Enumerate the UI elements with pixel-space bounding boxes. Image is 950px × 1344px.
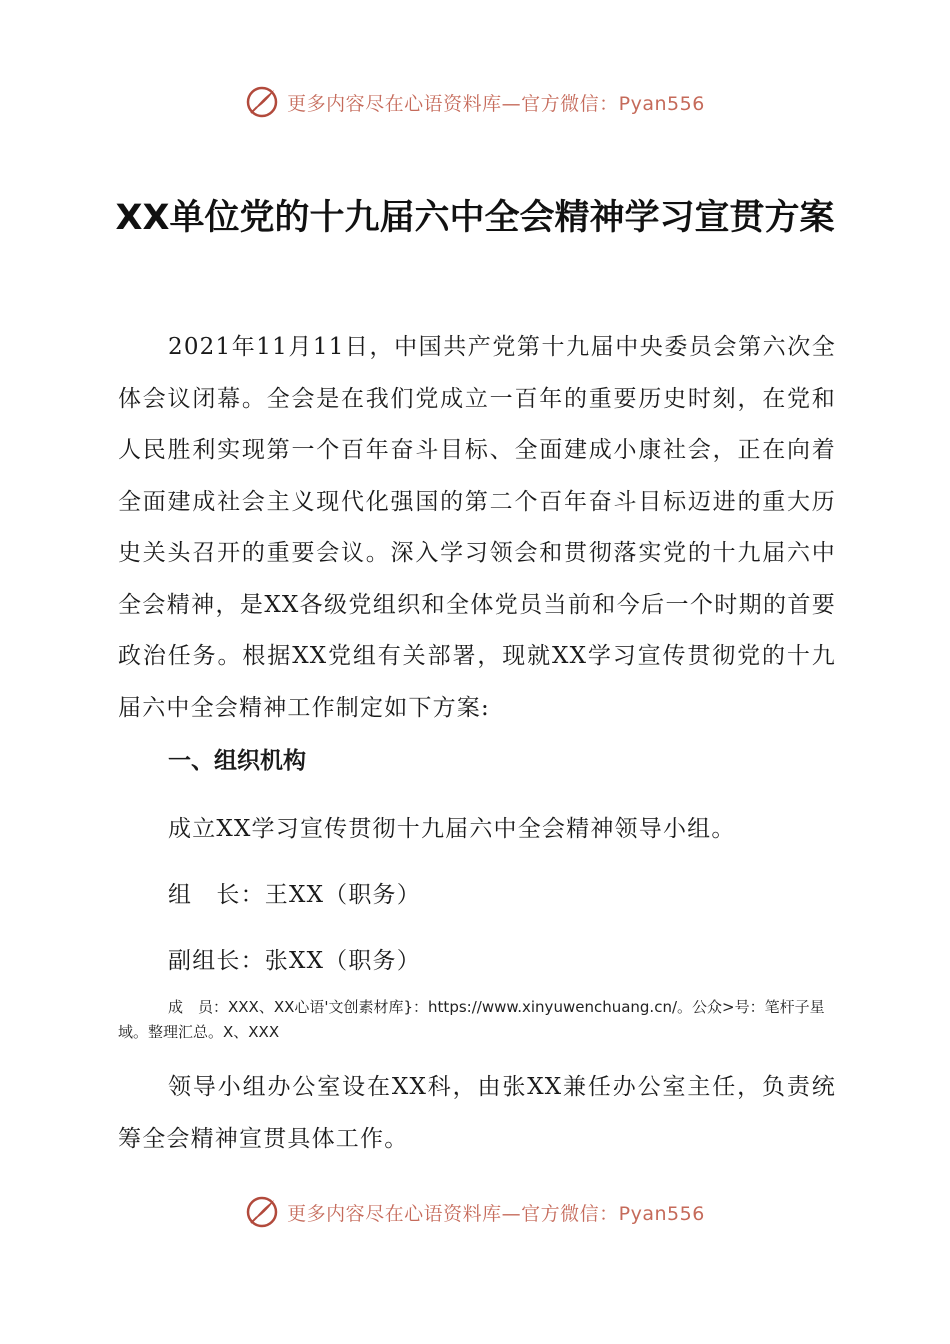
intro-paragraph: 2021年11月11日，中国共产党第十九届中央委员会第六次全体会议闭幕。全会是在我们党成立一百年的重要历史时刻，在党和人民胜利实现第一个百年奋斗目标、全面建成小康社会，正在向着全面建成社会主义现代化强国的第二个百年奋斗目标迈进的重大历史关头召开的重要会议。深入学习领会和贯彻落实党的十九届六中全会精神，是XX各级党组织和全体党员当前和今后一个时期的首要政治任务。根据XX党组有关部署，现就XX学习宣传贯彻党的十九届六中全会精神工作制定如下方案: xyxy=(118,334,836,721)
banner-text: 更多内容尽在心语资料库—官方微信：Pyan556 xyxy=(287,1202,705,1225)
office-paragraph: 领导小组办公室设在XX科，由张XX兼任办公室主任，负责统筹全会精神宣贯具体工作。 xyxy=(118,1074,836,1152)
leading-group-line: 成立XX学习宣传贯彻十九届六中全会精神领导小组。 xyxy=(168,816,736,842)
footer-banner xyxy=(0,1192,950,1232)
deputy-leader-line: 副组长：张XX（职务） xyxy=(168,948,421,974)
quill-logo-icon xyxy=(245,1195,279,1229)
group-leader-line: 组 长：王XX（职务） xyxy=(168,882,421,908)
section-heading-organization: 一、组织机构 xyxy=(168,748,306,774)
banner-text: 更多内容尽在心语资料库—官方微信：Pyan556 xyxy=(287,92,705,115)
header-banner xyxy=(0,82,950,122)
document-title: XX单位党的十九届六中全会精神学习宣贯方案 xyxy=(115,198,835,238)
quill-logo-icon xyxy=(245,85,279,119)
members-line: 成 员：XXX、XX心语'文创素材库}：https://www.xinyuwenchuang.cn/。公众>号：笔杆子星域。整理汇总。X、XXX xyxy=(118,998,825,1041)
